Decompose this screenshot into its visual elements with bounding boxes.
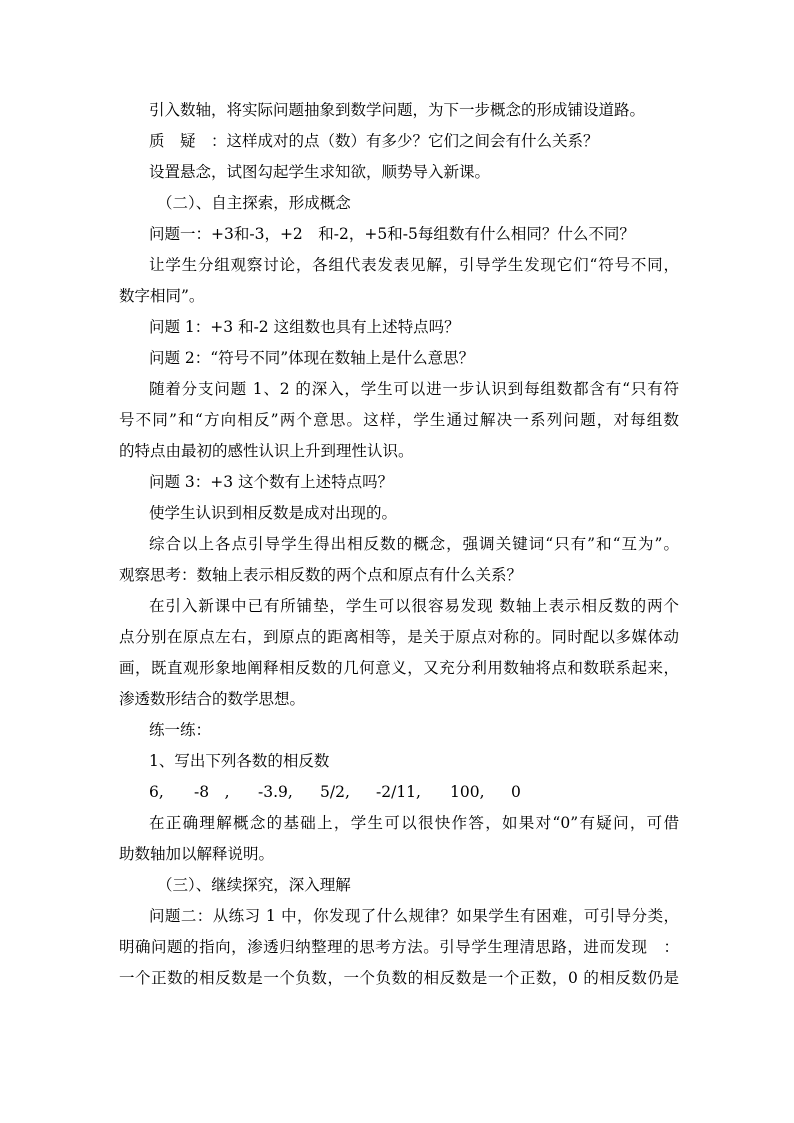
exercise-number: 6, bbox=[149, 783, 164, 801]
paragraph-line: 数字相同”。 bbox=[119, 287, 205, 305]
exercise-number: -8 , bbox=[194, 783, 230, 801]
paragraph-line: 明确问题的指向，渗透归纳整理的思考方法。引导学生理清思路，进而发现 ： bbox=[119, 938, 679, 956]
paragraph-line: 质 疑 ：这样成对的点（数）有多少？它们之间会有什么关系？ bbox=[149, 132, 599, 150]
paragraph-line: 引入数轴，将实际问题抽象到数学问题，为下一步概念的形成铺设道路。 bbox=[149, 101, 646, 119]
section-heading: （二）、自主探索，形成概念 bbox=[157, 194, 351, 212]
exercise-number: -2/11, bbox=[376, 783, 421, 801]
paragraph-line: 让学生分组观察讨论，各组代表发表见解，引导学生发现它们“符号不同， bbox=[149, 256, 679, 274]
exercise-number: -3.9, bbox=[258, 783, 293, 801]
exercise-heading: 练一练： bbox=[149, 721, 212, 739]
exercise-item: 1、写出下列各数的相反数 bbox=[149, 752, 330, 770]
question-line: 问题二：从练习 1 中，你发现了什么规律？如果学生有困难，可引导分类， bbox=[149, 907, 679, 925]
paragraph-line: 渗透数形结合的数学思想。 bbox=[119, 690, 306, 708]
question-line: 问题 2：“符号不同”体现在数轴上是什么意思？ bbox=[149, 349, 475, 367]
paragraph-line: 在引入新课中已有所铺垫，学生可以很容易发现 数轴上表示相反数的两个 bbox=[149, 597, 679, 615]
paragraph-line: 助数轴加以解释说明。 bbox=[119, 845, 275, 863]
paragraph-line: 画，既直观形象地阐释相反数的几何意义，又充分利用数轴将点和数联系起来， bbox=[119, 659, 679, 677]
exercise-number: 5/2, bbox=[320, 783, 350, 801]
paragraph-line: 一个正数的相反数是一个负数，一个负数的相反数是一个正数，0 的相反数仍是 bbox=[119, 969, 679, 987]
question-line: 问题一：+3和-3，+2 和-2，+5和-5每组数有什么相同？什么不同？ bbox=[149, 225, 635, 243]
paragraph-line: 在正确理解概念的基础上，学生可以很快作答，如果对“0”有疑问，可借 bbox=[149, 814, 679, 832]
paragraph-line: 观察思考：数轴上表示相反数的两个点和原点有什么关系？ bbox=[119, 566, 523, 584]
paragraph-line: 综合以上各点引导学生得出相反数的概念，强调关键词“只有”和“互为”。 bbox=[149, 535, 679, 553]
exercise-number: 0 bbox=[511, 783, 521, 801]
question-line: 问题 1：+3 和-2 这组数也具有上述特点吗？ bbox=[149, 318, 460, 336]
paragraph-line: 号不同”和“方向相反”两个意思。这样，学生通过解决一系列问题，对每组数 bbox=[119, 411, 679, 429]
question-line: 问题 3：+3 这个数有上述特点吗？ bbox=[149, 473, 394, 491]
paragraph-line: 的特点由最初的感性认识上升到理性认识。 bbox=[119, 442, 414, 460]
exercise-number-list bbox=[119, 777, 679, 808]
section-heading: （三）、继续探究，深入理解 bbox=[157, 876, 351, 894]
paragraph-line: 使学生认识到相反数是成对出现的。 bbox=[149, 504, 398, 522]
paragraph-line: 点分别在原点左右，到原点的距离相等，是关于原点对称的。同时配以多媒体动 bbox=[119, 628, 679, 646]
document-body bbox=[119, 95, 679, 994]
exercise-number: 100, bbox=[450, 783, 485, 801]
paragraph-line: 设置悬念，试图勾起学生求知欲，顺势导入新课。 bbox=[149, 163, 491, 181]
paragraph-line: 随着分支问题 1、2 的深入，学生可以进一步认识到每组数都含有“只有符 bbox=[149, 380, 679, 398]
